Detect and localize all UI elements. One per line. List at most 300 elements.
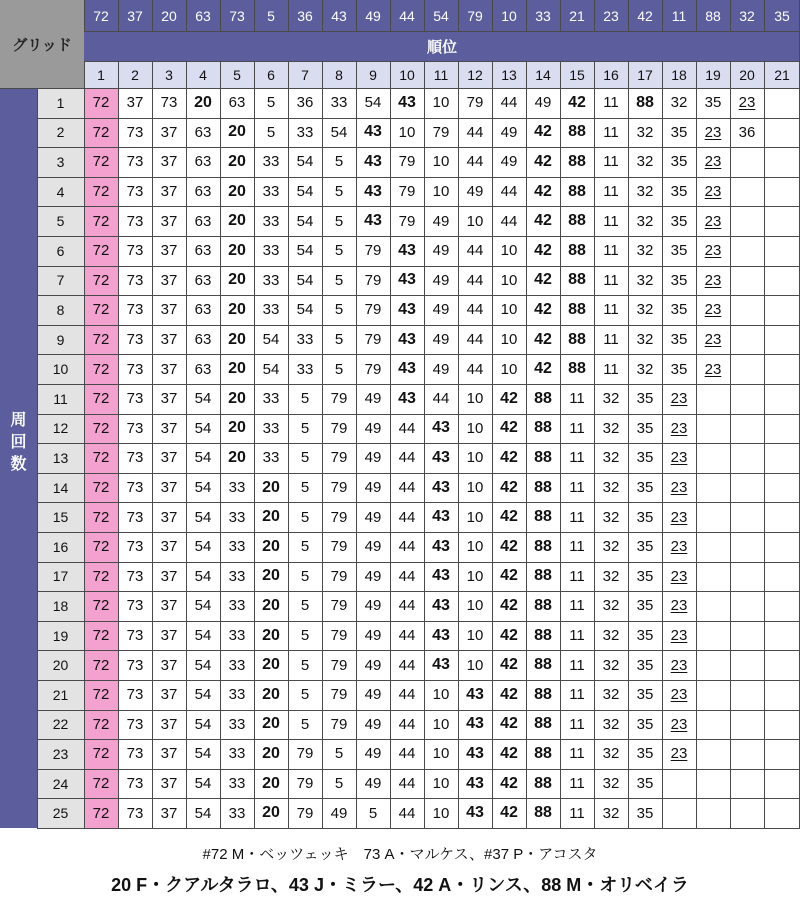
position-cell: 32: [602, 390, 620, 408]
lap-number-cell: 3: [37, 147, 84, 177]
position-cell: 5: [266, 94, 276, 112]
position-cell: 10: [466, 212, 484, 230]
position-cell: 10: [466, 597, 484, 615]
lap-label-char: 周: [10, 412, 27, 429]
position-cell: 42: [500, 626, 518, 644]
position-cell: 35: [670, 360, 688, 378]
grid-line: [118, 0, 119, 31]
position-cell: 35: [636, 627, 654, 645]
position-cell: 10: [466, 449, 484, 467]
grid-line: [492, 61, 493, 88]
lap-number-cell: 21: [37, 680, 84, 710]
grid-line: [730, 88, 731, 828]
position-cell: 32: [602, 538, 620, 556]
grid-line: [84, 88, 85, 828]
position-cell: 73: [126, 804, 144, 822]
position-cell: 20: [262, 626, 280, 644]
position-cell: 32: [602, 627, 620, 645]
position-cell: 23: [704, 123, 722, 141]
position-cell: 79: [330, 627, 348, 645]
position-number-cell: 8: [322, 61, 356, 88]
position-cell: 10: [500, 301, 518, 319]
position-cell: 49: [466, 183, 484, 201]
position-cell: 73: [126, 597, 144, 615]
position-cell: 49: [534, 94, 552, 112]
position-cell: 49: [364, 597, 382, 615]
grid-line: [0, 88, 800, 89]
position-cell: 49: [432, 301, 450, 319]
grid-line: [424, 0, 425, 31]
grid-line: [526, 88, 527, 828]
position-cell: 43: [398, 360, 416, 378]
position-cell: 73: [126, 419, 144, 437]
grid-order-cell: 37: [118, 0, 152, 31]
position-cell: 49: [364, 449, 382, 467]
grid-line: [628, 88, 629, 828]
lap-label-char: 数: [10, 456, 27, 473]
position-cell: 43: [364, 182, 382, 200]
position-cell: 11: [603, 271, 619, 289]
position-cell: 54: [296, 183, 314, 201]
position-cell: 5: [334, 775, 344, 793]
position-cell: 10: [466, 538, 484, 556]
position-cell: 44: [398, 449, 416, 467]
position-cell: 20: [262, 744, 280, 762]
position-cell: 43: [432, 419, 450, 437]
position-cell: 79: [330, 538, 348, 556]
position-cell: 49: [364, 538, 382, 556]
position-cell: 11: [569, 390, 585, 408]
position-cell: 35: [636, 775, 654, 793]
position-cell: 43: [432, 626, 450, 644]
position-cell: 10: [466, 390, 484, 408]
position-cell: 43: [398, 241, 416, 259]
position-cell: 54: [194, 715, 212, 733]
lap-number-cell: 6: [37, 236, 84, 266]
position-cell: 37: [160, 686, 178, 704]
position-cell: 23: [670, 419, 688, 437]
position-cell: 35: [636, 686, 654, 704]
position-cell: 32: [602, 567, 620, 585]
position-cell: 11: [569, 567, 585, 585]
position-cell: 88: [534, 774, 552, 792]
position-cell: 20: [228, 212, 246, 230]
position-cell: 23: [670, 390, 688, 408]
position-cell: 10: [466, 627, 484, 645]
position-cell: 5: [334, 745, 344, 763]
position-cell: 44: [500, 94, 518, 112]
position-cell: 63: [194, 301, 212, 319]
position-cell: 42: [534, 360, 552, 378]
position-cell: 33: [228, 804, 246, 822]
position-cell: 72: [84, 562, 118, 592]
position-cell: 49: [364, 419, 382, 437]
position-cell: 54: [194, 419, 212, 437]
position-cell: 49: [364, 627, 382, 645]
grid-order-cell: 49: [356, 0, 390, 31]
lap-number-cell: 11: [37, 384, 84, 414]
position-cell: 44: [398, 419, 416, 437]
grid-line: [118, 88, 119, 828]
position-cell: 42: [500, 419, 518, 437]
grid-line: [492, 88, 493, 828]
position-cell: 43: [398, 271, 416, 289]
position-cell: 37: [160, 567, 178, 585]
position-cell: 73: [126, 656, 144, 674]
grid-order-cell: 33: [526, 0, 560, 31]
position-cell: 88: [568, 271, 586, 289]
position-cell: 72: [84, 621, 118, 651]
position-cell: 33: [296, 331, 314, 349]
grid-line: [356, 0, 357, 31]
position-cell: 35: [636, 390, 654, 408]
position-cell: 49: [364, 656, 382, 674]
grid-line: [560, 0, 561, 31]
grid-line: [628, 61, 629, 88]
position-cell: 88: [534, 626, 552, 644]
position-cell: 37: [160, 538, 178, 556]
position-cell: 44: [398, 508, 416, 526]
position-cell: 88: [534, 537, 552, 555]
position-cell: 35: [636, 567, 654, 585]
position-cell: 11: [603, 242, 619, 260]
position-cell: 79: [330, 567, 348, 585]
position-cell: 42: [534, 212, 552, 230]
position-cell: 32: [602, 479, 620, 497]
position-cell: 43: [398, 330, 416, 348]
position-cell: 32: [602, 745, 620, 763]
position-cell: 10: [432, 686, 450, 704]
position-cell: 10: [432, 775, 450, 793]
position-cell: 37: [160, 656, 178, 674]
position-cell: 10: [466, 508, 484, 526]
position-cell: 37: [160, 183, 178, 201]
position-cell: 73: [126, 390, 144, 408]
position-cell: 44: [466, 271, 484, 289]
position-number-cell: 5: [220, 61, 254, 88]
grid-line: [696, 61, 697, 88]
position-cell: 54: [194, 775, 212, 793]
position-cell: 88: [568, 360, 586, 378]
position-cell: 72: [84, 177, 118, 207]
position-cell: 37: [160, 715, 178, 733]
grid-line: [322, 61, 323, 88]
grid-line: [356, 61, 357, 88]
position-cell: 54: [194, 686, 212, 704]
position-cell: 37: [160, 331, 178, 349]
position-cell: 88: [568, 212, 586, 230]
position-cell: 63: [194, 360, 212, 378]
position-cell: 37: [160, 597, 178, 615]
position-cell: 20: [262, 537, 280, 555]
position-cell: 73: [126, 271, 144, 289]
position-cell: 72: [84, 118, 118, 148]
position-cell: 73: [126, 212, 144, 230]
position-cell: 88: [568, 152, 586, 170]
position-cell: 33: [262, 449, 280, 467]
position-cell: 23: [670, 686, 688, 704]
position-cell: 42: [534, 300, 552, 318]
position-cell: 5: [334, 360, 344, 378]
position-cell: 88: [534, 478, 552, 496]
position-cell: 54: [194, 597, 212, 615]
position-cell: 79: [330, 656, 348, 674]
position-cell: 73: [160, 94, 178, 112]
position-cell: 54: [194, 567, 212, 585]
position-cell: 63: [194, 123, 212, 141]
lap-count-label: [0, 88, 37, 828]
grid-order-cell: 43: [322, 0, 356, 31]
grid-line: [628, 0, 629, 31]
position-cell: 35: [636, 419, 654, 437]
position-cell: 33: [262, 242, 280, 260]
position-cell: 42: [500, 448, 518, 466]
position-cell: 44: [466, 242, 484, 260]
position-cell: 42: [500, 596, 518, 614]
grid-line: [186, 88, 187, 828]
lap-number-cell: 4: [37, 177, 84, 207]
position-cell: 10: [432, 745, 450, 763]
position-cell: 35: [636, 538, 654, 556]
position-cell: 20: [228, 330, 246, 348]
grid-line: [424, 61, 425, 88]
grid-line: [594, 61, 595, 88]
position-cell: 11: [569, 538, 585, 556]
grid-order-cell: 23: [594, 0, 628, 31]
position-number-cell: 13: [492, 61, 526, 88]
position-cell: 79: [330, 390, 348, 408]
position-cell: 35: [670, 301, 688, 319]
position-cell: 11: [569, 804, 585, 822]
position-cell: 37: [160, 360, 178, 378]
position-cell: 32: [636, 123, 654, 141]
position-cell: 11: [603, 331, 619, 349]
grid-line: [492, 0, 493, 31]
position-cell: 42: [500, 804, 518, 822]
position-cell: 43: [364, 152, 382, 170]
position-cell: 33: [262, 271, 280, 289]
position-cell: 49: [432, 331, 450, 349]
position-cell: 42: [500, 537, 518, 555]
position-cell: 44: [466, 301, 484, 319]
position-cell: 88: [534, 567, 552, 585]
position-cell: 49: [500, 153, 518, 171]
position-cell: 44: [466, 360, 484, 378]
position-cell: 5: [334, 153, 344, 171]
grid-order-cell: 21: [560, 0, 594, 31]
position-cell: 37: [160, 212, 178, 230]
position-number-cell: 21: [764, 61, 800, 88]
position-cell: 23: [704, 301, 722, 319]
position-cell: 72: [84, 266, 118, 296]
position-cell: 44: [398, 538, 416, 556]
position-cell: 42: [500, 478, 518, 496]
position-cell: 43: [466, 774, 484, 792]
lap-number-cell: 9: [37, 325, 84, 355]
position-cell: 5: [300, 449, 310, 467]
position-cell: 10: [500, 242, 518, 260]
position-cell: 73: [126, 449, 144, 467]
grid-line: [458, 88, 459, 828]
position-cell: 73: [126, 153, 144, 171]
lap-number-cell: 5: [37, 206, 84, 236]
position-cell: 32: [602, 508, 620, 526]
position-cell: 32: [636, 301, 654, 319]
position-cell: 10: [432, 183, 450, 201]
position-cell: 79: [398, 183, 416, 201]
position-cell: 5: [334, 271, 344, 289]
position-cell: 37: [160, 775, 178, 793]
grid-line: [254, 0, 255, 31]
position-cell: 37: [160, 449, 178, 467]
position-cell: 54: [194, 745, 212, 763]
position-cell: 20: [194, 93, 212, 111]
grid-line: [84, 61, 85, 88]
position-cell: 33: [228, 775, 246, 793]
grid-line: [526, 61, 527, 88]
position-cell: 54: [194, 656, 212, 674]
grid-line: [152, 88, 153, 828]
position-cell: 73: [126, 360, 144, 378]
position-cell: 73: [126, 183, 144, 201]
position-cell: 10: [398, 123, 416, 141]
lap-number-cell: 18: [37, 591, 84, 621]
position-number-cell: 1: [84, 61, 118, 88]
position-cell: 11: [603, 360, 619, 378]
position-cell: 88: [534, 656, 552, 674]
position-number-cell: 14: [526, 61, 560, 88]
position-cell: 5: [300, 479, 310, 497]
position-cell: 10: [432, 715, 450, 733]
grid-line: [560, 61, 561, 88]
position-cell: 32: [670, 94, 688, 112]
position-number-cell: 7: [288, 61, 322, 88]
position-cell: 49: [364, 390, 382, 408]
position-cell: 54: [194, 390, 212, 408]
position-cell: 33: [262, 183, 280, 201]
position-cell: 32: [636, 153, 654, 171]
position-cell: 73: [126, 567, 144, 585]
position-cell: 33: [262, 419, 280, 437]
position-cell: 20: [228, 360, 246, 378]
position-cell: 11: [603, 212, 619, 230]
position-cell: 72: [84, 798, 118, 828]
position-cell: 54: [296, 301, 314, 319]
position-cell: 43: [432, 448, 450, 466]
lap-number-cell: 2: [37, 118, 84, 148]
grid-order-cell: 20: [152, 0, 186, 31]
position-cell: 88: [534, 685, 552, 703]
position-cell: 32: [602, 775, 620, 793]
position-cell: 10: [466, 656, 484, 674]
position-number-cell: 16: [594, 61, 628, 88]
position-cell: 72: [84, 443, 118, 473]
grid-line: [764, 61, 765, 88]
position-cell: 10: [466, 567, 484, 585]
position-cell: 73: [126, 508, 144, 526]
position-cell: 11: [569, 627, 585, 645]
position-cell: 54: [296, 212, 314, 230]
position-cell: 11: [603, 94, 619, 112]
position-cell: 49: [432, 271, 450, 289]
position-cell: 32: [636, 331, 654, 349]
position-cell: 5: [300, 656, 310, 674]
position-cell: 79: [330, 686, 348, 704]
position-cell: 20: [262, 567, 280, 585]
position-cell: 72: [84, 147, 118, 177]
position-cell: 44: [500, 212, 518, 230]
position-cell: 54: [364, 94, 382, 112]
position-cell: 88: [534, 804, 552, 822]
position-cell: 11: [603, 301, 619, 319]
position-cell: 20: [228, 241, 246, 259]
position-cell: 33: [330, 94, 348, 112]
grid-line: [220, 88, 221, 828]
position-cell: 42: [534, 271, 552, 289]
lap-label-char: 回: [10, 434, 27, 451]
position-cell: 32: [636, 183, 654, 201]
position-cell: 23: [704, 153, 722, 171]
position-cell: 32: [602, 804, 620, 822]
position-cell: 43: [398, 300, 416, 318]
grid-order-cell: 88: [696, 0, 730, 31]
position-cell: 79: [364, 271, 382, 289]
position-cell: 72: [84, 206, 118, 236]
position-cell: 37: [160, 301, 178, 319]
position-cell: 79: [364, 301, 382, 319]
position-cell: 72: [84, 769, 118, 799]
position-cell: 33: [228, 627, 246, 645]
lap-number-cell: 15: [37, 502, 84, 532]
position-cell: 20: [262, 685, 280, 703]
position-cell: 72: [84, 739, 118, 769]
position-cell: 32: [636, 271, 654, 289]
position-cell: 10: [466, 479, 484, 497]
position-cell: 20: [262, 478, 280, 496]
position-cell: 72: [84, 295, 118, 325]
position-cell: 73: [126, 301, 144, 319]
position-cell: 23: [670, 656, 688, 674]
position-cell: 72: [84, 384, 118, 414]
position-cell: 44: [466, 123, 484, 141]
position-cell: 23: [670, 627, 688, 645]
grid-order-cell: 42: [628, 0, 662, 31]
position-cell: 10: [432, 94, 450, 112]
position-cell: 11: [569, 449, 585, 467]
grid-header-label: グリッド: [0, 0, 84, 88]
grid-line: [662, 0, 663, 31]
lap-number-cell: 22: [37, 710, 84, 740]
position-cell: 42: [500, 567, 518, 585]
position-cell: 72: [84, 502, 118, 532]
position-cell: 35: [636, 745, 654, 763]
position-cell: 43: [364, 212, 382, 230]
position-cell: 32: [636, 360, 654, 378]
position-cell: 73: [126, 627, 144, 645]
lap-number-cell: 7: [37, 266, 84, 296]
position-number-cell: 9: [356, 61, 390, 88]
position-cell: 33: [262, 301, 280, 319]
position-cell: 32: [636, 212, 654, 230]
grid-order-cell: 32: [730, 0, 764, 31]
position-cell: 79: [398, 212, 416, 230]
position-cell: 20: [228, 419, 246, 437]
position-cell: 54: [296, 242, 314, 260]
position-cell: 42: [534, 330, 552, 348]
position-cell: 72: [84, 591, 118, 621]
position-cell: 88: [568, 330, 586, 348]
position-number-cell: 2: [118, 61, 152, 88]
